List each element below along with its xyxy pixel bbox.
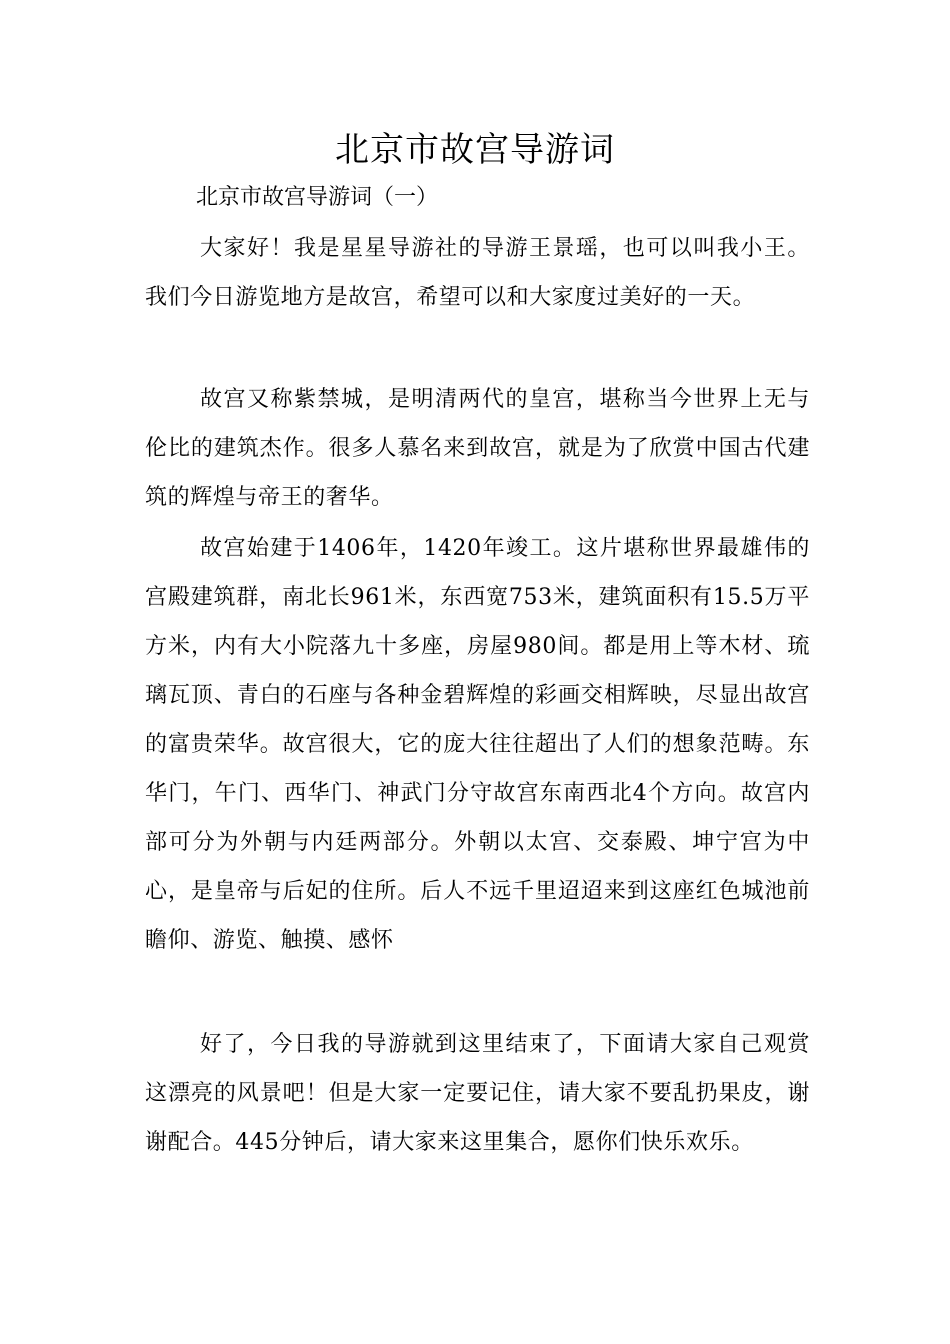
document-subtitle: 北京市故宫导游词（一） [196, 185, 439, 210]
paragraph-history: 故宫始建于1406年，1420年竣工。这片堪称世界最雄伟的宫殿建筑群，南北长961米，东西宽753米，建筑面积有15.5万平方米，内有大小院落九十多座，房屋980间。都是用上等木材、琉璃瓦顶、青白的石座与各种金碧辉煌的彩画交相辉映，尽显出故宫的富贵荣华。故宫很大，它的庞大往往超出了人们的想象范畴。东华门，午门、西华门、神武门分守故宫东南西北4个方向。故宫内部可分为外朝与内廷两部分。外朝以太宫、交泰殿、坤宁宫为中心，是皇帝与后妃的住所。后人不远千里迢迢来到这座红色城池前瞻仰、游览、触摸、感怀 [145, 536, 810, 953]
paragraph-closing: 好了，今日我的导游就到这里结束了，下面请大家自己观赏这漂亮的风景吧！但是大家一定要记住，请大家不要乱扔果皮，谢谢配合。445分钟后，请大家来这里集合，愿你们快乐欢乐。 [145, 1032, 810, 1155]
paragraph-introduction: 故宫又称紫禁城，是明清两代的皇宫，堪称当今世界上无与伦比的建筑杰作。很多人慕名来到故宫，就是为了欣赏中国古代建筑的辉煌与帝王的奢华。 [145, 387, 810, 510]
paragraph-greeting: 大家好！我是星星导游社的导游王景瑶，也可以叫我小王。我们今日游览地方是故宫，希望可以和大家度过美好的一天。 [145, 236, 810, 310]
document-title: 北京市故宫导游词 [335, 130, 615, 170]
